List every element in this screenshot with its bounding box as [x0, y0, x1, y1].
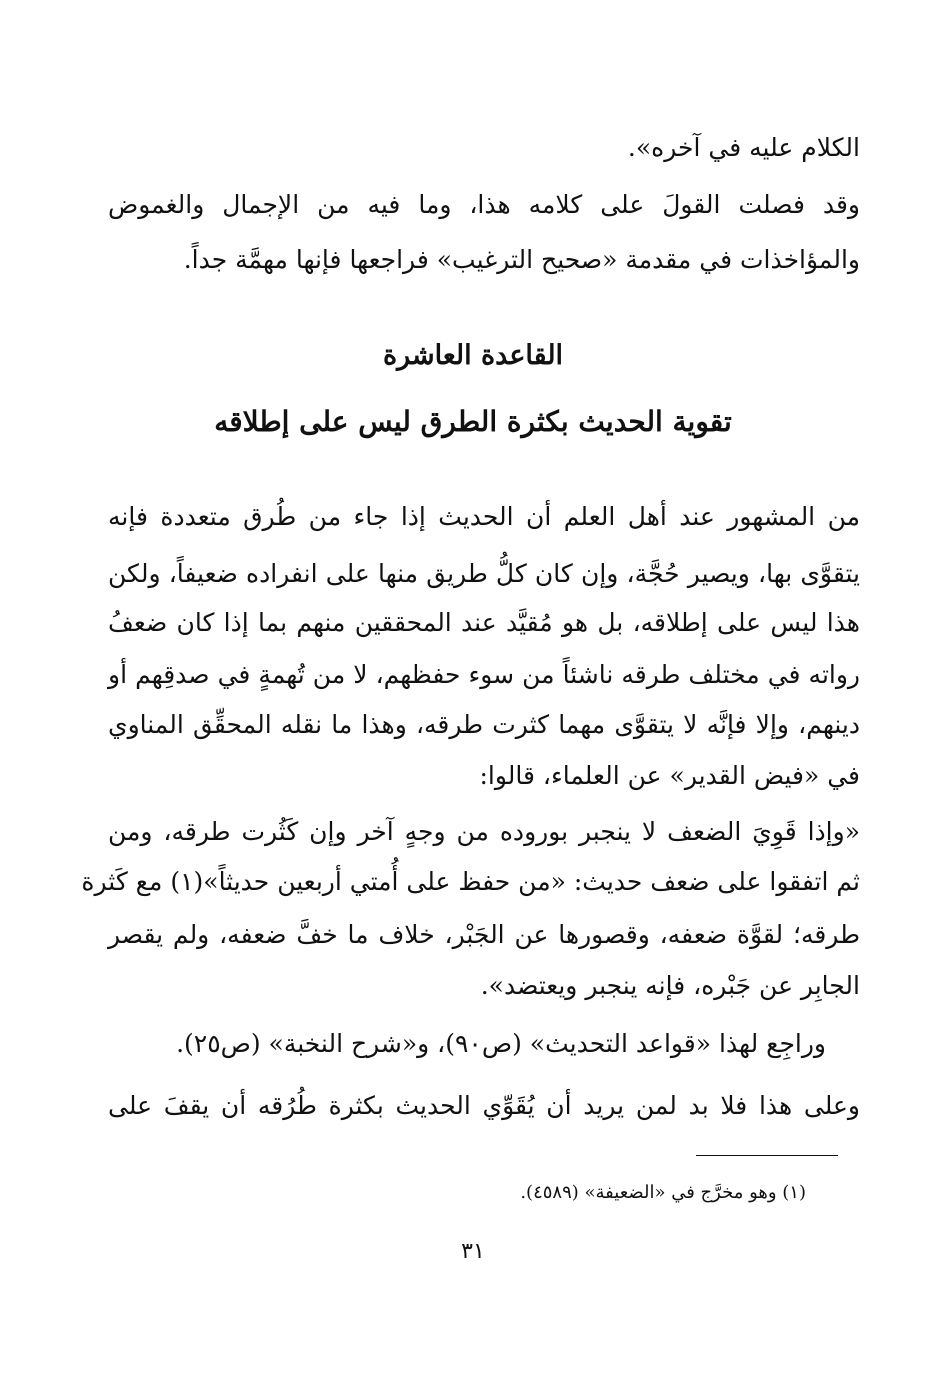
quote-line: طرقه؛ لقوَّة ضعفه، وقصورها عن الجَبْر، خلاف ما خفَّ ضعفه، ولم يقصر: [108, 920, 860, 949]
text-line-top-2: وقد فصلت القولَ على كلامه هذا، وما فيه من الإجمال والغموض: [108, 190, 860, 219]
text-line-top-1: الكلام عليه في آخره».: [627, 133, 860, 162]
quote-line: «وإذا قَوِيَ الضعف لا ينجبر بوروده من وجهٍ آخر وإن كَثُرت طرقه، ومن: [108, 817, 860, 846]
main-paragraph-line: دينهم، وإلا فإنَّه لا يتقوَّى مهما كثرت طرقه، وهذا ما نقله المحقِّق المناوي: [108, 710, 860, 739]
main-paragraph-line: رواته في مختلف طرقه ناشئاً من سوء حفظهم، لا من تُهمةٍ في صدقِهم أو: [108, 660, 860, 689]
text-line-top-3: والمؤاخذات في مقدمة «صحيح الترغيب» فراجعها فإنها مهمَّة جداً.: [183, 245, 860, 274]
closing-line: وعلى هذا فلا بد لمن يريد أن يُقَوِّي الحديث بكثرة طُرُقه أن يقفَ على: [108, 1091, 860, 1120]
footnote-separator: [696, 1155, 838, 1156]
main-paragraph-line: يتقوَّى بها، ويصير حُجَّة، وإن كان كلُّ طريق منها على انفراده ضعيفاً، ولكن: [108, 559, 860, 588]
page-number: ٣١: [461, 1239, 485, 1264]
quote-line: ثم اتفقوا على ضعف حديث: «من حفظ على أُمتي أربعين حديثاً»(١) مع كَثرة: [81, 867, 860, 896]
rule-subtitle: تقوية الحديث بكثرة الطرق ليس على إطلاقه: [214, 405, 732, 438]
footnote: (١) وهو مخرَّج في «الضعيفة» (٤٥٨٩).: [520, 1182, 806, 1203]
main-paragraph-line: في «فيض القدير» عن العلماء، قالوا:: [479, 761, 860, 790]
main-paragraph-line: من المشهور عند أهل العلم أن الحديث إذا جاء من طُرق متعددة فإنه: [108, 502, 860, 531]
reference-line: وراجِع لهذا «قواعد التحديث» (ص٩٠)، و«شرح النخبة» (ص٢٥).: [176, 1029, 826, 1058]
quote-line: الجابِر عن جَبْره، فإنه ينجبر ويعتضد».: [480, 971, 860, 1000]
main-paragraph-line: هذا ليس على إطلاقه، بل هو مُقيَّد عند المحققين منهم بما إذا كان ضعفُ: [108, 608, 860, 637]
rule-title: القاعدة العاشرة: [382, 340, 564, 371]
